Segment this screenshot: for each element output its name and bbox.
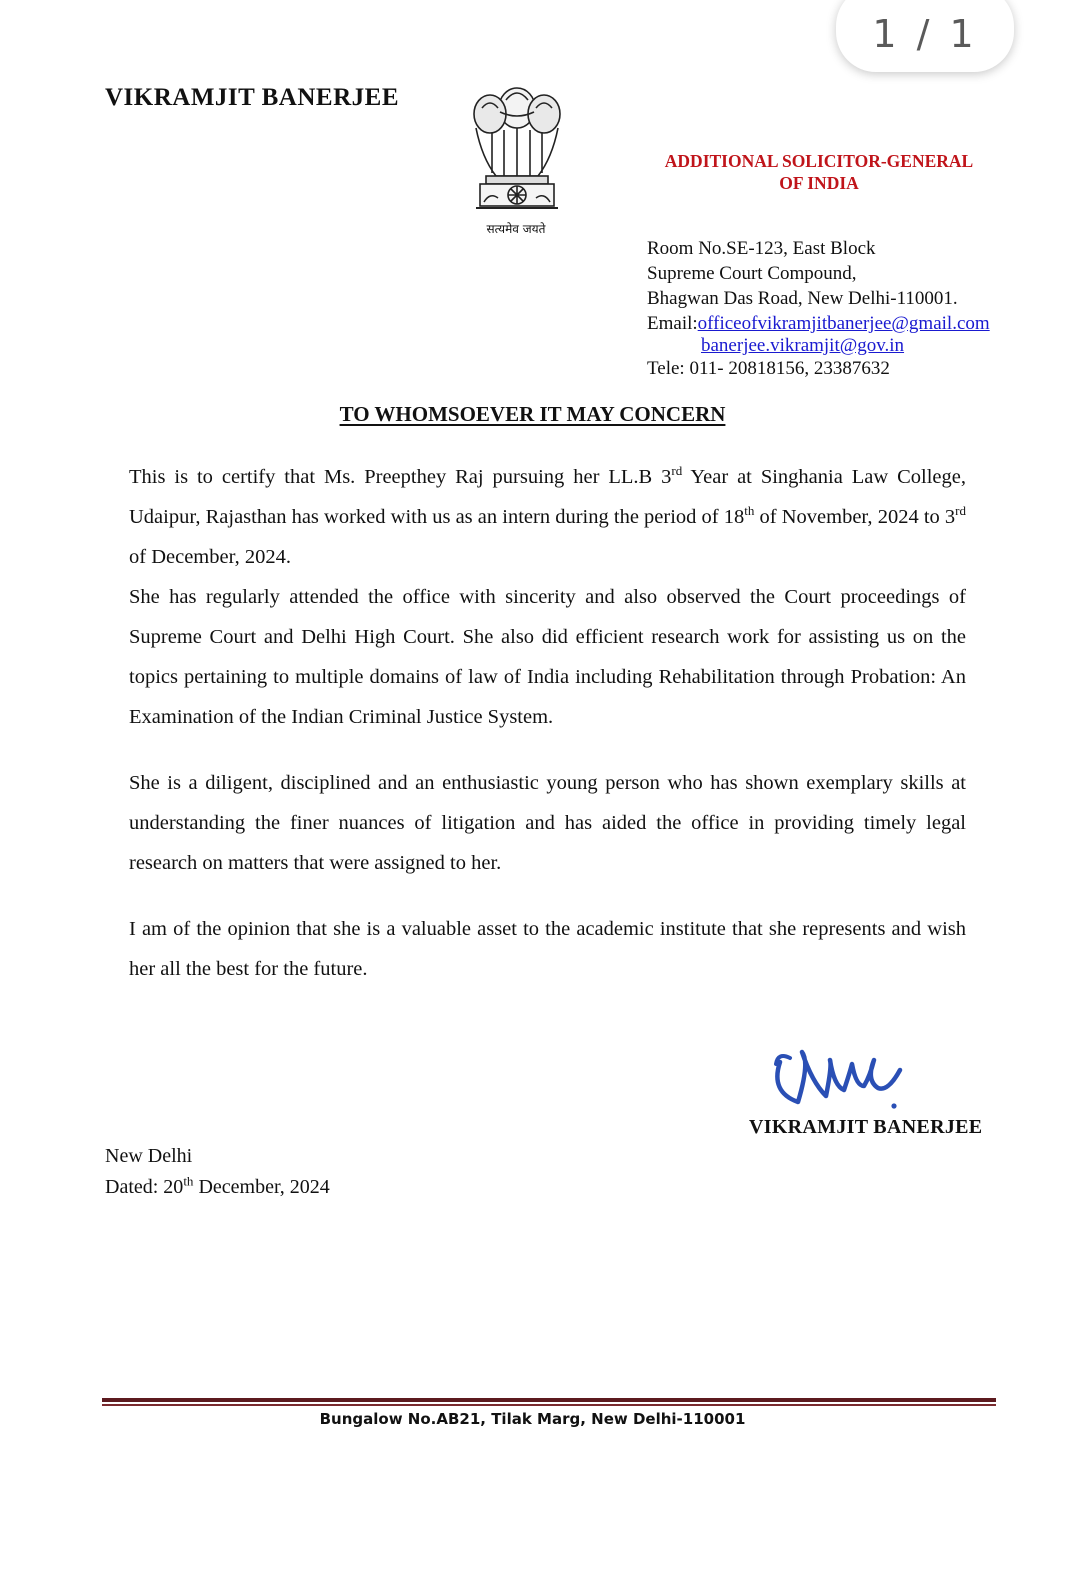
- date-sup: th: [183, 1173, 194, 1189]
- signatory-name: VIKRAMJIT BANERJEE: [749, 1116, 983, 1138]
- email-row-secondary: [647, 336, 990, 356]
- subject-text: TO WHOMSOEVER IT MAY CONCERN: [339, 402, 726, 426]
- address-line-3: Bhagwan Das Road, New Delhi-110001.: [647, 288, 958, 309]
- p1-text-c: of November, 2024 to 3: [754, 506, 956, 528]
- email-label: Email:: [647, 313, 698, 334]
- page-counter: 1 / 1: [836, 0, 1014, 72]
- p1-text-a: This is to certify that Ms. Preepthey Raj pursuing her LL.B 3: [129, 466, 672, 488]
- handwritten-signature: [768, 1042, 908, 1132]
- address-line-1: Room No.SE-123, East Block: [647, 238, 876, 259]
- p1-sup-2: th: [744, 503, 755, 519]
- p1-sup-1: rd: [671, 463, 683, 479]
- email-link-primary[interactable]: officeofvikramjitbanerjee@gmail.com: [697, 313, 990, 334]
- letter-body: [129, 457, 966, 989]
- designation: [650, 150, 988, 194]
- email-link-secondary[interactable]: banerjee.vikramjit@gov.in: [701, 335, 905, 356]
- footer-rule-thin: [102, 1404, 996, 1406]
- paragraph-opinion: I am of the opinion that she is a valuable asset to the academic institute that she represents and wish her all the best for the future.: [129, 918, 966, 980]
- paragraph-certification: [129, 457, 966, 577]
- footer-address: Bungalow No.AB21, Tilak Marg, New Delhi-110001: [319, 1410, 746, 1428]
- place-and-date: [105, 1141, 330, 1203]
- subject-heading: [0, 402, 1065, 427]
- telephone: Tele: 011- 20818156, 23387632: [647, 358, 890, 379]
- emblem-motto: सत्यमेव जयते: [486, 222, 546, 236]
- designation-line-2: OF INDIA: [779, 173, 859, 193]
- national-emblem-icon: [462, 78, 572, 223]
- paragraph-character: She is a diligent, disciplined and an enthusiastic young person who has shown exemplary skills at understanding the finer nuances of litigation and has aided the office in providing timely legal research on matters that were assigned to her.: [129, 772, 966, 874]
- address-line-2: Supreme Court Compound,: [647, 263, 857, 284]
- office-address: [647, 236, 990, 381]
- email-row: [647, 311, 990, 336]
- date-rest: December, 2024: [193, 1176, 330, 1198]
- p1-text-d: of December, 2024.: [129, 546, 291, 568]
- letterhead-name: VIKRAMJIT BANERJEE: [105, 84, 399, 111]
- p1-sup-3: rd: [955, 503, 966, 519]
- paragraph-work: She has regularly attended the office with sincerity and also observed the Court proceedings of Supreme Court and Delhi High Court. She also did efficient research work for assisting us on the topics pertaining to multiple domains of law of India including Rehabilitation through Probation: An Examination of the Indian Criminal Justice System.: [129, 586, 966, 728]
- designation-line-1: ADDITIONAL SOLICITOR-GENERAL: [664, 151, 974, 171]
- date-label: Dated: 20: [105, 1176, 184, 1198]
- footer-rule-thick: [102, 1398, 996, 1402]
- p1-text-b: Year at Singhania Law College, Udaipur, Rajasthan has worked with us as an intern during the period of 18: [129, 466, 966, 528]
- date: [105, 1172, 330, 1203]
- place: New Delhi: [105, 1145, 193, 1167]
